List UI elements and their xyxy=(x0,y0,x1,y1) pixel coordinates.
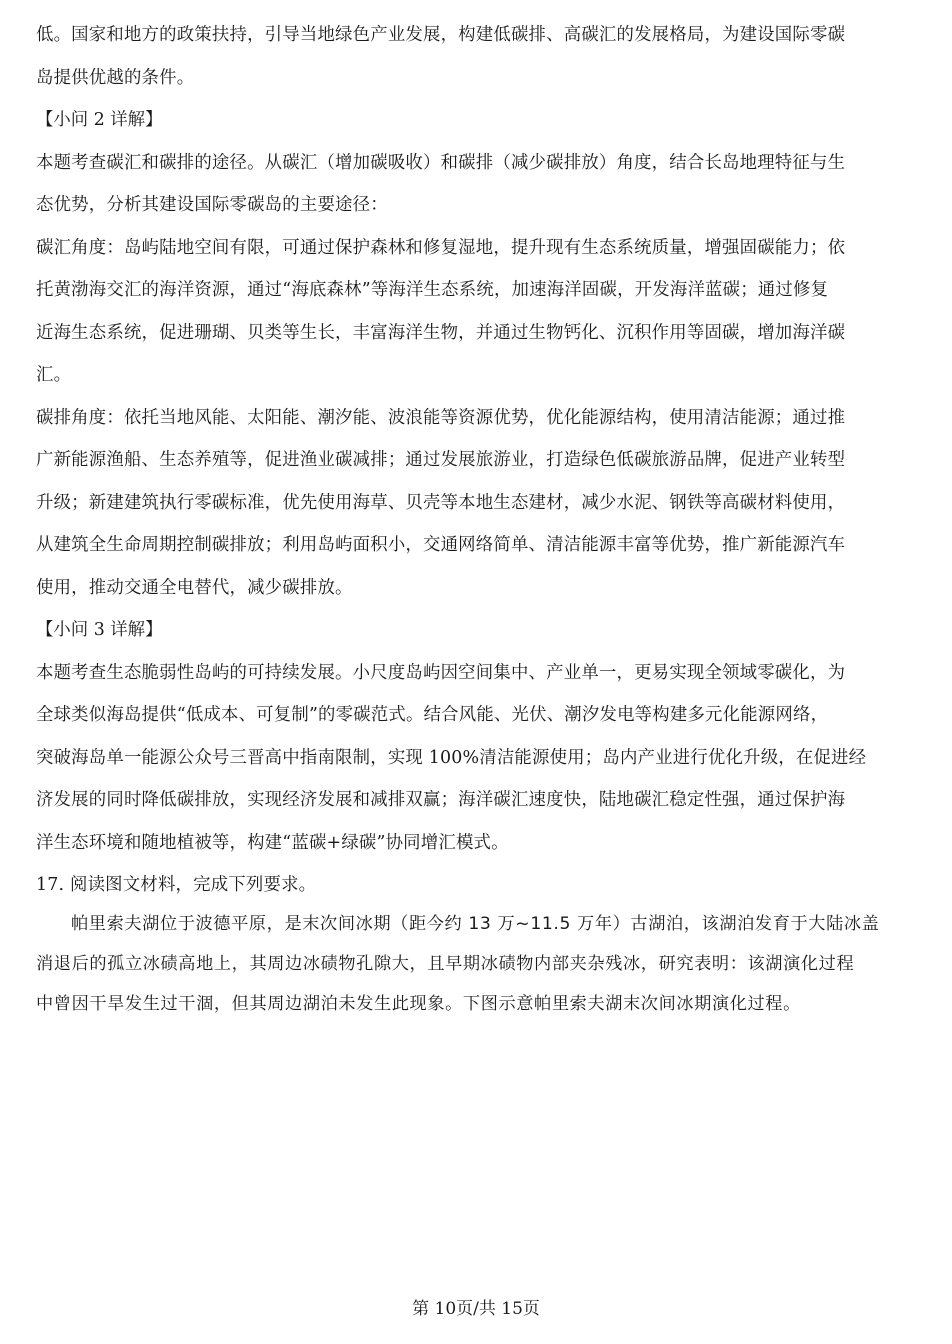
material-line: 消退后的孤立冰碛高地上，其周边冰碛物孔隙大，且早期冰碛物内部夹杂残冰，研究表明：该湖演化过程 xyxy=(36,954,855,974)
paragraph-line: 态优势，分析其建设国际零碳岛的主要途径： xyxy=(36,195,388,215)
paragraph-line: 低。国家和地方的政策扶持，引导当地绿色产业发展，构建低碳排、高碳汇的发展格局，为建设国际零碳 xyxy=(36,25,846,45)
paragraph-line: 本题考查生态脆弱性岛屿的可持续发展。小尺度岛屿因空间集中、产业单一，更易实现全领域零碳化，为 xyxy=(36,662,846,683)
paragraph-line: 使用，推动交通全电替代，减少碳排放。 xyxy=(36,577,353,598)
material-line: 中曾因干旱发生过干涸，但其周边湖泊未发生此现象。下图示意帕里索夫湖末次间冰期演化过程。 xyxy=(36,994,801,1014)
question-17-stem: 17. 阅读图文材料，完成下列要求。 xyxy=(36,875,317,895)
material-line: 帕里索夫湖位于波德平原，是末次间冰期（距今约 13 万~11.5 万年）古湖泊，该湖泊发育于大陆冰盖 xyxy=(71,914,880,934)
paragraph-line: 广新能源渔船、生态养殖等，促进渔业碳减排；通过发展旅游业，打造绿色低碳旅游品牌，促进产业转型 xyxy=(36,450,846,470)
paragraph-line: 升级；新建建筑执行零碳标准，优先使用海草、贝壳等本地生态建材，减少水泥、钢铁等高碳材料使用， xyxy=(36,492,846,513)
paragraph-line: 全球类似海岛提供“低成本、可复制”的零碳范式。结合风能、光伏、潮汐发电等构建多元化能源网络， xyxy=(36,705,829,725)
q2-heading: 【小问 2 详解】 xyxy=(36,110,163,130)
paragraph-line: 汇。 xyxy=(36,365,72,385)
paragraph-line: 洋生态环境和随地植被等，构建“蓝碳+绿碳”协同增汇模式。 xyxy=(36,832,509,853)
paragraph-line: 碳汇角度：岛屿陆地空间有限，可通过保护森林和修复湿地，提升现有生态系统质量，增强固碳能力；依 xyxy=(36,237,846,258)
page-number: 第 10页/共 15页 xyxy=(412,1299,540,1319)
paragraph-line: 济发展的同时降低碳排放，实现经济发展和减排双赢；海洋碳汇速度快，陆地碳汇稳定性强，通过保护海 xyxy=(36,790,846,810)
paragraph-line: 突破海岛单一能源公众号三晋高中指南限制，实现 100%清洁能源使用；岛内产业进行优化升级，在促进经 xyxy=(36,747,867,768)
answer-analysis-section xyxy=(36,14,920,907)
q3-heading: 【小问 3 详解】 xyxy=(36,620,163,640)
paragraph-line: 碳排角度：依托当地风能、太阳能、潮汐能、波浪能等资源优势，优化能源结构，使用清洁能源；通过推 xyxy=(36,407,846,428)
paragraph-line: 从建筑全生命周期控制碳排放；利用岛屿面积小，交通网络简单、清洁能源丰富等优势，推广新能源汽车 xyxy=(36,535,846,555)
paragraph-line: 岛提供优越的条件。 xyxy=(36,67,195,88)
question-17-material xyxy=(36,904,920,1024)
paragraph-line: 近海生态系统，促进珊瑚、贝类等生长，丰富海洋生物，并通过生物钙化、沉积作用等固碳，增加海洋碳 xyxy=(36,322,846,343)
paragraph-line: 本题考查碳汇和碳排的途径。从碳汇（增加碳吸收）和碳排（减少碳排放）角度，结合长岛地理特征与生 xyxy=(36,152,846,173)
paragraph-line: 托黄渤海交汇的海洋资源，通过“海底森林”等海洋生态系统，加速海洋固碳，开发海洋蓝碳；通过修复 xyxy=(36,280,829,300)
